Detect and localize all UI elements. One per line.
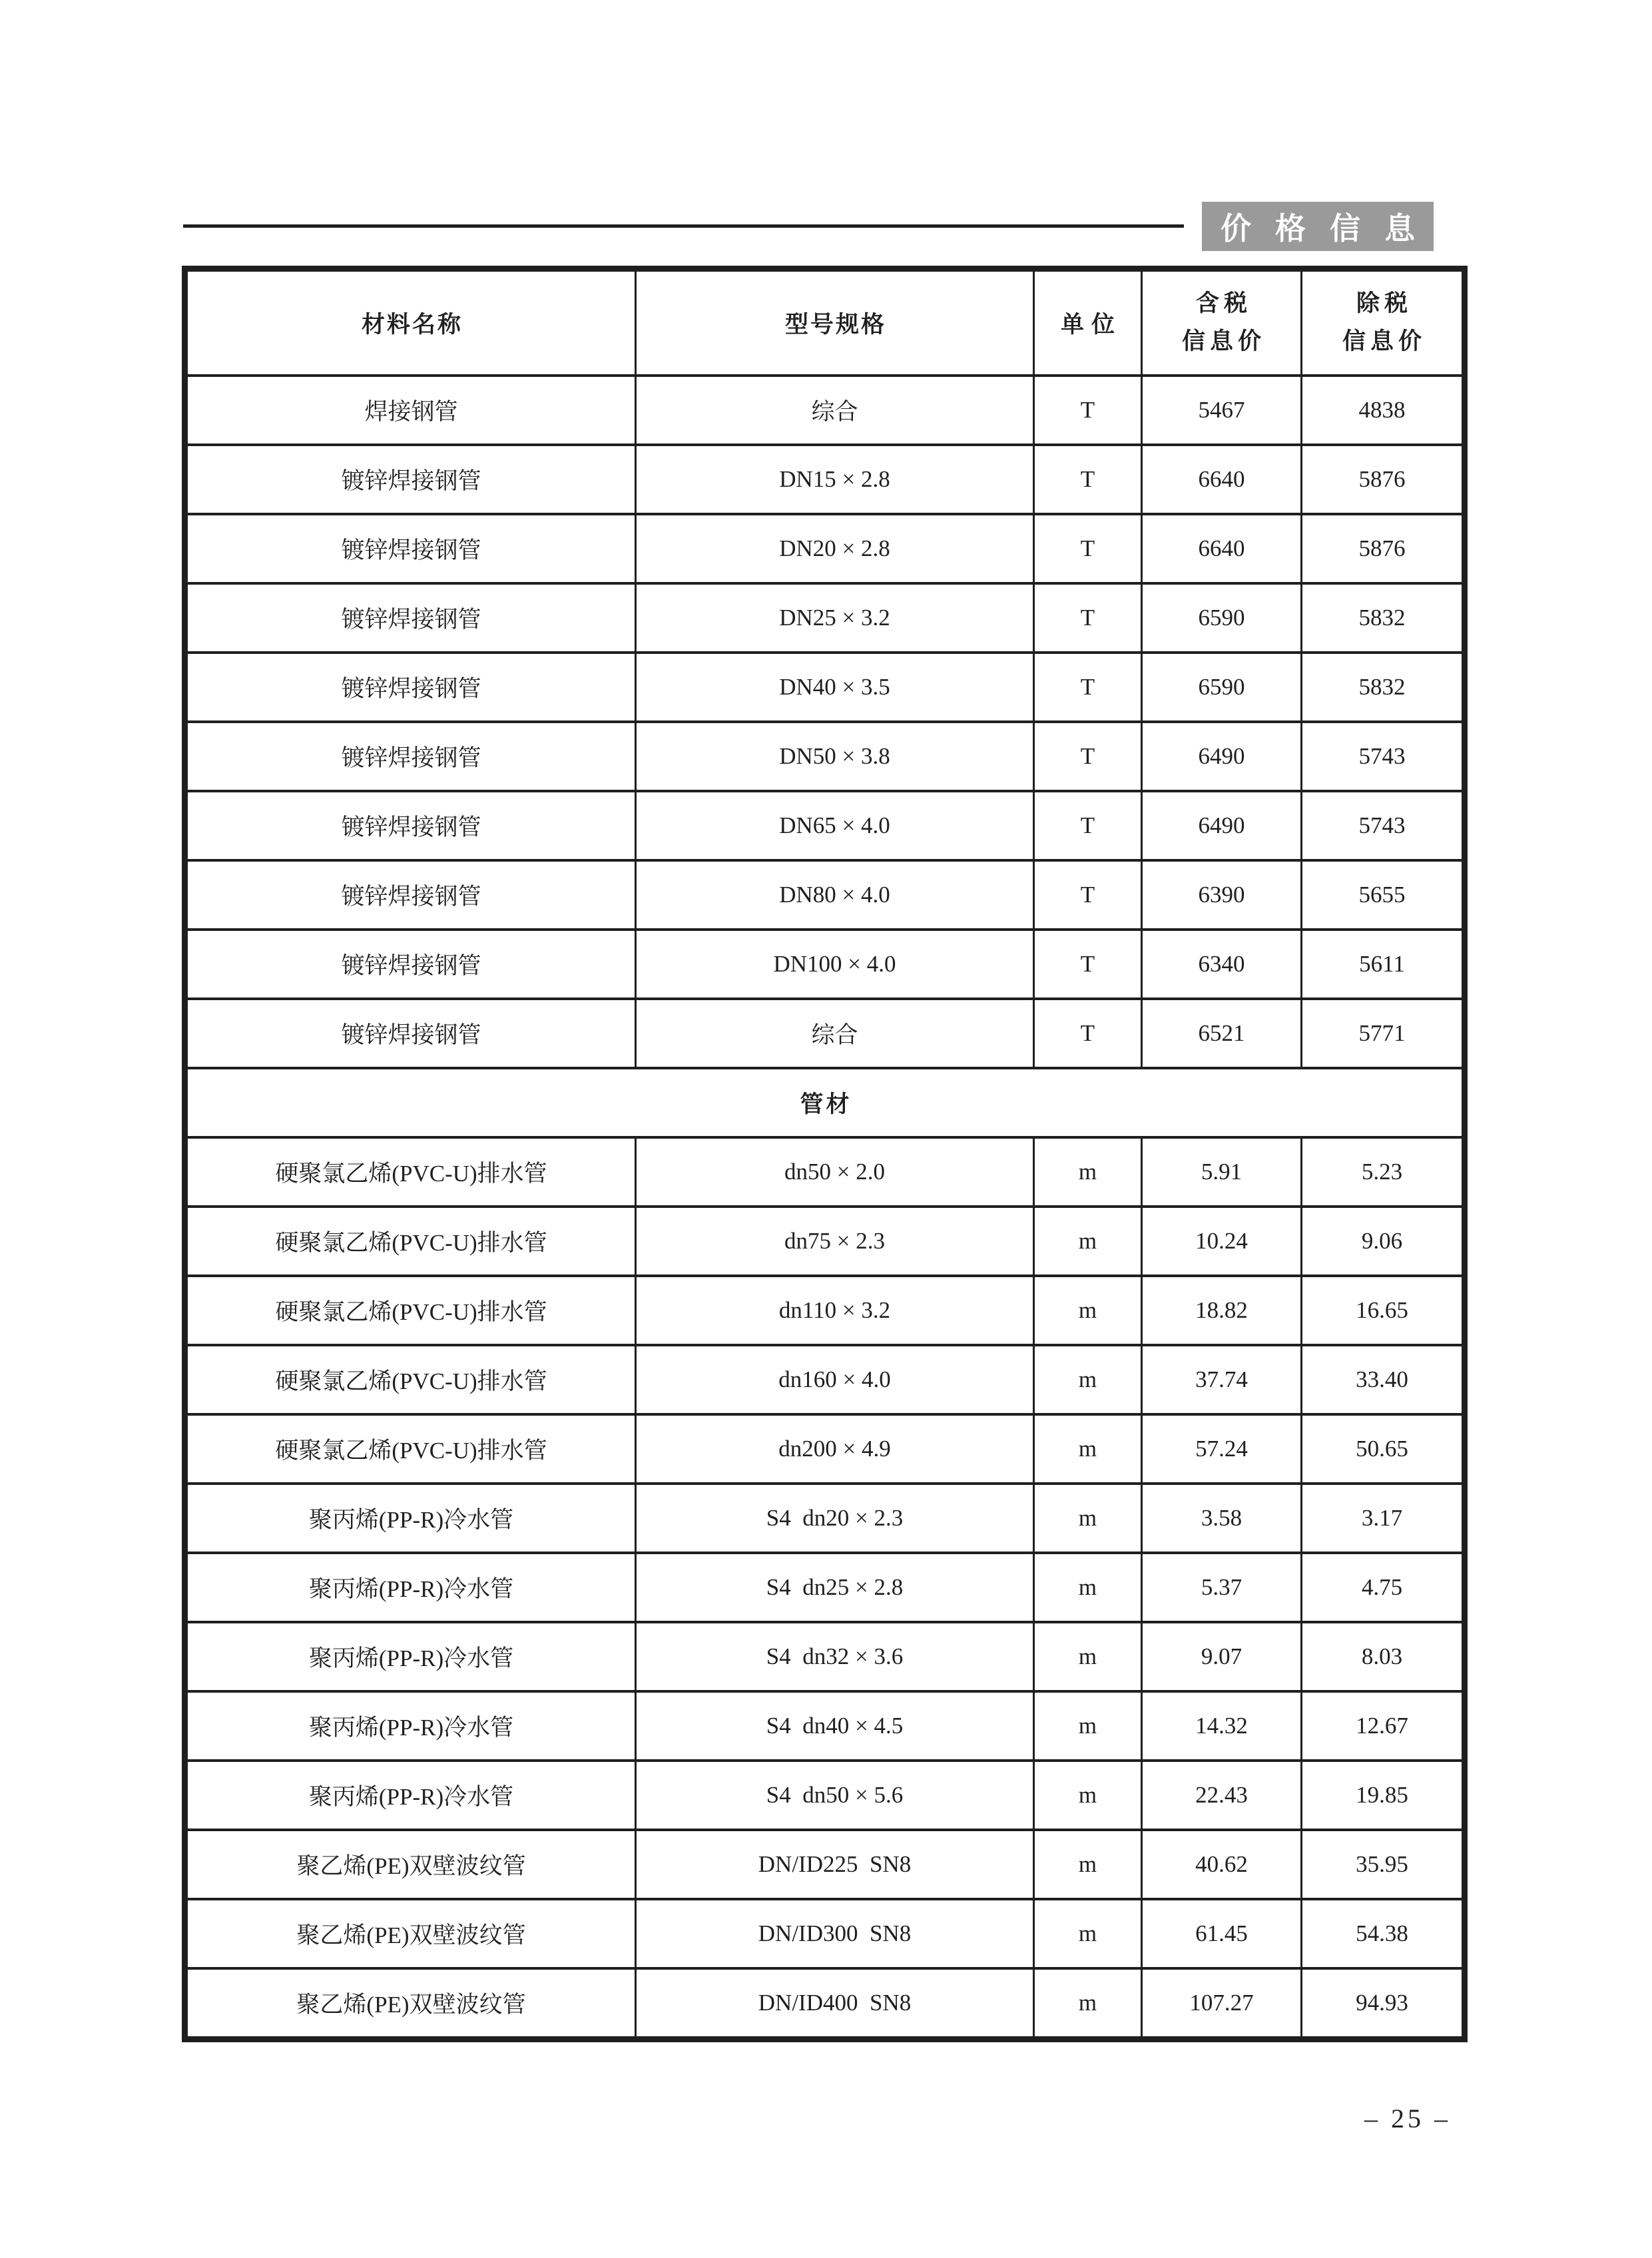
cell-unit: m [1034,1345,1142,1414]
cell-price-excl-tax: 5876 [1302,514,1465,583]
cell-price-incl-tax: 61.45 [1142,1899,1302,1968]
cell-unit: m [1034,1968,1142,2040]
cell-price-excl-tax: 12.67 [1302,1691,1465,1761]
col-header-price-incl-tax [1142,269,1302,376]
page-section-tag-label: 价格信息 [1221,211,1439,246]
table-row [185,999,1465,1068]
cell-unit: m [1034,1691,1142,1761]
cell-material-name: 聚丙烯(PP-R)冷水管 [185,1484,636,1553]
cell-material-name: 镀锌焊接钢管 [185,930,636,999]
cell-spec: DN80 × 4.0 [636,860,1034,930]
col-header-price-incl-tax-line2: 信息价 [1181,328,1266,354]
cell-price-excl-tax: 5832 [1302,653,1465,722]
cell-unit: T [1034,583,1142,653]
table-row [185,445,1465,514]
cell-price-incl-tax: 22.43 [1142,1761,1302,1830]
cell-price-incl-tax: 57.24 [1142,1414,1302,1484]
cell-price-incl-tax: 5.37 [1142,1553,1302,1622]
cell-spec: dn110 × 3.2 [636,1276,1034,1345]
cell-material-name: 聚丙烯(PP-R)冷水管 [185,1691,636,1761]
cell-price-excl-tax: 5.23 [1302,1137,1465,1207]
cell-price-incl-tax: 6521 [1142,999,1302,1068]
table-row [185,930,1465,999]
col-header-material-name [185,269,636,376]
cell-spec: S4 dn40 × 4.5 [636,1691,1034,1761]
cell-material-name: 焊接钢管 [185,376,636,445]
cell-price-excl-tax: 5743 [1302,791,1465,860]
cell-material-name: 镀锌焊接钢管 [185,653,636,722]
cell-unit: m [1034,1553,1142,1622]
cell-material-name: 镀锌焊接钢管 [185,583,636,653]
cell-price-incl-tax: 6490 [1142,791,1302,860]
cell-price-incl-tax: 5.91 [1142,1137,1302,1207]
table-row [185,514,1465,583]
cell-unit: T [1034,930,1142,999]
cell-price-excl-tax: 5655 [1302,860,1465,930]
cell-material-name: 硬聚氯乙烯(PVC-U)排水管 [185,1276,636,1345]
cell-price-excl-tax: 9.06 [1302,1207,1465,1276]
col-header-spec-label: 型号规格 [784,312,886,338]
cell-material-name: 聚乙烯(PE)双壁波纹管 [185,1830,636,1899]
cell-price-incl-tax: 6340 [1142,930,1302,999]
cell-spec: DN65 × 4.0 [636,791,1034,860]
cell-price-incl-tax: 10.24 [1142,1207,1302,1276]
cell-spec: dn75 × 2.3 [636,1207,1034,1276]
cell-spec: DN/ID300 SN8 [636,1899,1034,1968]
page-number: – 25 – [1364,2104,1451,2133]
cell-unit: m [1034,1899,1142,1968]
cell-price-excl-tax: 50.65 [1302,1414,1465,1484]
table-row [185,1622,1465,1691]
cell-price-incl-tax: 6640 [1142,514,1302,583]
cell-material-name: 聚乙烯(PE)双壁波纹管 [185,1899,636,1968]
cell-unit: m [1034,1761,1142,1830]
col-header-spec [636,269,1034,376]
cell-price-incl-tax: 6590 [1142,653,1302,722]
table-row [185,1830,1465,1899]
cell-material-name: 镀锌焊接钢管 [185,445,636,514]
table-row [185,791,1465,860]
cell-unit: T [1034,514,1142,583]
table-header-row [185,269,1465,376]
cell-unit: m [1034,1484,1142,1553]
cell-price-incl-tax: 18.82 [1142,1276,1302,1345]
cell-price-incl-tax: 6590 [1142,583,1302,653]
cell-spec: S4 dn50 × 5.6 [636,1761,1034,1830]
cell-material-name: 聚丙烯(PP-R)冷水管 [185,1761,636,1830]
cell-price-excl-tax: 35.95 [1302,1830,1465,1899]
cell-spec: DN15 × 2.8 [636,445,1034,514]
cell-price-incl-tax: 37.74 [1142,1345,1302,1414]
cell-price-excl-tax: 19.85 [1302,1761,1465,1830]
col-header-unit-label: 单位 [1060,312,1122,338]
col-header-material-name-label: 材料名称 [361,312,463,338]
table-row [185,1345,1465,1414]
cell-unit: T [1034,445,1142,514]
col-header-price-excl-tax-line1: 除税 [1356,290,1412,317]
cell-material-name: 镀锌焊接钢管 [185,514,636,583]
table-row [185,1899,1465,1968]
cell-price-incl-tax: 9.07 [1142,1622,1302,1691]
cell-material-name: 镀锌焊接钢管 [185,999,636,1068]
cell-price-excl-tax: 3.17 [1302,1484,1465,1553]
col-header-price-excl-tax [1302,269,1465,376]
cell-price-excl-tax: 33.40 [1302,1345,1465,1414]
table-row [185,1968,1465,2040]
cell-material-name: 镀锌焊接钢管 [185,791,636,860]
page-section-tag [1202,202,1439,251]
cell-spec: 综合 [636,376,1034,445]
cell-price-excl-tax: 5743 [1302,722,1465,791]
cell-material-name: 聚丙烯(PP-R)冷水管 [185,1622,636,1691]
cell-spec: DN40 × 3.5 [636,653,1034,722]
cell-price-incl-tax: 107.27 [1142,1968,1302,2040]
cell-price-incl-tax: 6490 [1142,722,1302,791]
cell-material-name: 聚乙烯(PE)双壁波纹管 [185,1968,636,2040]
cell-material-name: 硬聚氯乙烯(PVC-U)排水管 [185,1345,636,1414]
cell-material-name: 镀锌焊接钢管 [185,722,636,791]
cell-price-excl-tax: 5771 [1302,999,1465,1068]
cell-price-excl-tax: 54.38 [1302,1899,1465,1968]
cell-price-excl-tax: 8.03 [1302,1622,1465,1691]
cell-unit: m [1034,1622,1142,1691]
cell-price-excl-tax: 4838 [1302,376,1465,445]
table-section-row [185,1068,1465,1137]
table-row [185,1553,1465,1622]
cell-spec: DN100 × 4.0 [636,930,1034,999]
cell-price-incl-tax: 5467 [1142,376,1302,445]
cell-material-name: 聚丙烯(PP-R)冷水管 [185,1553,636,1622]
cell-unit: T [1034,653,1142,722]
table-row [185,1414,1465,1484]
section-label: 管材 [185,1068,1465,1137]
col-header-unit [1034,269,1142,376]
cell-unit: m [1034,1276,1142,1345]
table-row [185,1276,1465,1345]
cell-unit: m [1034,1414,1142,1484]
cell-spec: 综合 [636,999,1034,1068]
cell-unit: m [1034,1137,1142,1207]
cell-price-excl-tax: 16.65 [1302,1276,1465,1345]
cell-price-incl-tax: 6640 [1142,445,1302,514]
cell-price-incl-tax: 3.58 [1142,1484,1302,1553]
cell-material-name: 硬聚氯乙烯(PVC-U)排水管 [185,1414,636,1484]
cell-spec: dn200 × 4.9 [636,1414,1034,1484]
cell-spec: S4 dn25 × 2.8 [636,1553,1034,1622]
cell-spec: DN/ID400 SN8 [636,1968,1034,2040]
cell-unit: T [1034,791,1142,860]
cell-price-excl-tax: 5611 [1302,930,1465,999]
header-rule [183,224,1184,228]
cell-material-name: 硬聚氯乙烯(PVC-U)排水管 [185,1137,636,1207]
cell-unit: T [1034,376,1142,445]
table-row [185,1484,1465,1553]
col-header-price-excl-tax-line2: 信息价 [1342,328,1426,354]
table-row [185,376,1465,445]
cell-price-incl-tax: 40.62 [1142,1830,1302,1899]
cell-material-name: 硬聚氯乙烯(PVC-U)排水管 [185,1207,636,1276]
table-row [185,583,1465,653]
cell-price-excl-tax: 94.93 [1302,1968,1465,2040]
cell-spec: DN20 × 2.8 [636,514,1034,583]
cell-unit: m [1034,1830,1142,1899]
cell-unit: T [1034,860,1142,930]
cell-material-name: 镀锌焊接钢管 [185,860,636,930]
cell-spec: DN/ID225 SN8 [636,1830,1034,1899]
table-row [185,722,1465,791]
cell-spec: DN50 × 3.8 [636,722,1034,791]
table-row [185,1137,1465,1207]
cell-price-incl-tax: 6390 [1142,860,1302,930]
cell-spec: S4 dn20 × 2.3 [636,1484,1034,1553]
cell-unit: T [1034,722,1142,791]
cell-unit: m [1034,1207,1142,1276]
price-table [182,266,1468,2042]
cell-spec: dn50 × 2.0 [636,1137,1034,1207]
col-header-price-incl-tax-line1: 含税 [1195,290,1252,317]
table-row [185,1761,1465,1830]
cell-unit: T [1034,999,1142,1068]
cell-spec: DN25 × 3.2 [636,583,1034,653]
cell-price-excl-tax: 4.75 [1302,1553,1465,1622]
cell-price-incl-tax: 14.32 [1142,1691,1302,1761]
cell-spec: dn160 × 4.0 [636,1345,1034,1414]
cell-price-excl-tax: 5832 [1302,583,1465,653]
table-row [185,1207,1465,1276]
cell-spec: S4 dn32 × 3.6 [636,1622,1034,1691]
cell-price-excl-tax: 5876 [1302,445,1465,514]
table-row [185,860,1465,930]
table-row [185,653,1465,722]
table-row [185,1691,1465,1761]
